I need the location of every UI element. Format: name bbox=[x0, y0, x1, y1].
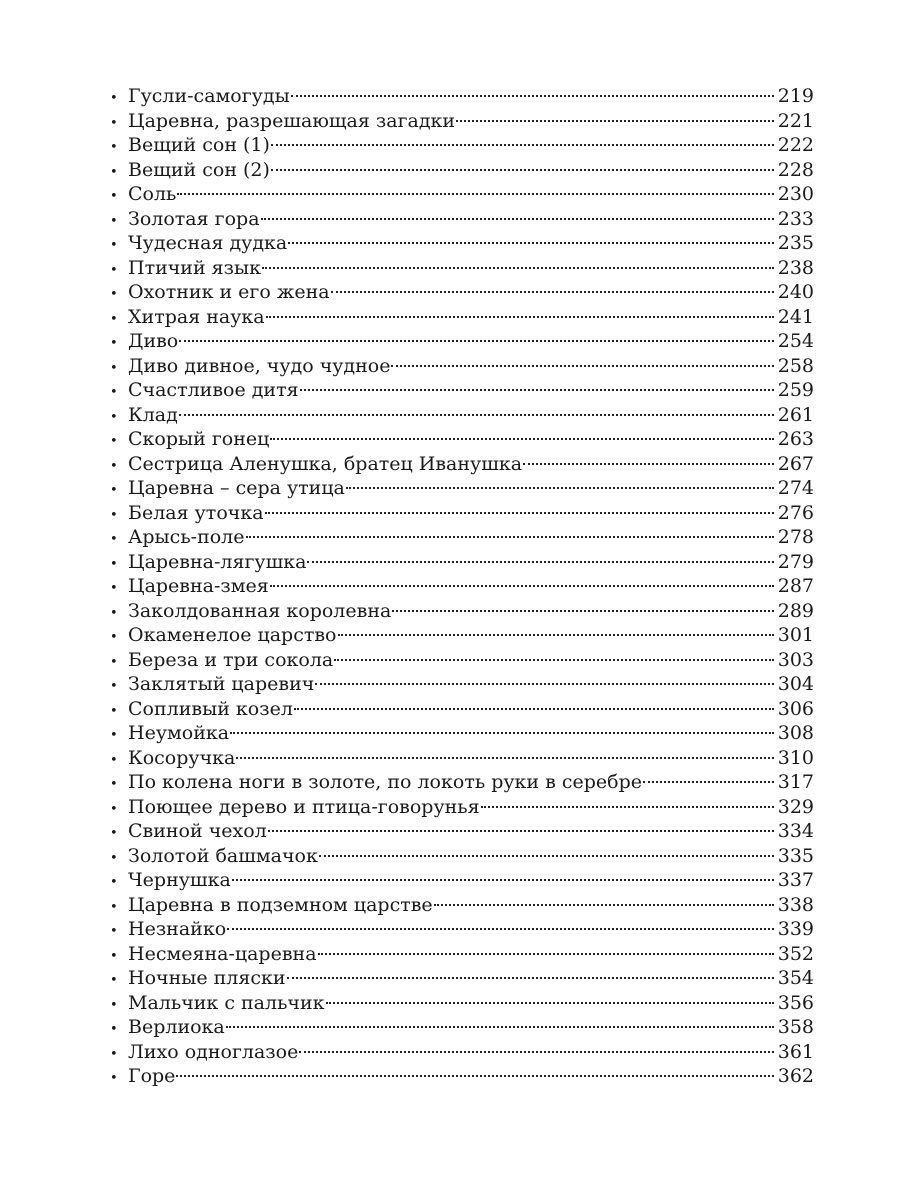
bullet-icon: • bbox=[110, 336, 118, 351]
toc-entry-title: Поющее дерево и птица-говорунья bbox=[128, 795, 480, 818]
toc-entry-title: Мальчик с пальчик bbox=[128, 991, 325, 1014]
bullet-icon: • bbox=[110, 654, 118, 670]
toc-entry-page-number: 301 bbox=[777, 624, 814, 646]
dot-leader bbox=[300, 389, 774, 391]
toc-entry-page-number: 235 bbox=[777, 232, 814, 254]
toc-entry bbox=[110, 329, 814, 354]
dot-leader bbox=[177, 193, 773, 195]
toc-entry bbox=[110, 844, 814, 869]
bullet-icon: • bbox=[110, 483, 118, 498]
bullet-icon: • bbox=[110, 924, 118, 939]
toc-entry-page-number: 317 bbox=[777, 771, 814, 793]
dot-leader bbox=[271, 144, 774, 146]
bullet-icon: • bbox=[110, 385, 118, 400]
dot-leader bbox=[262, 267, 774, 269]
toc-entry-page-number: 354 bbox=[777, 967, 814, 989]
dot-leader bbox=[299, 1051, 773, 1053]
toc-entry bbox=[110, 501, 814, 526]
bullet-icon: • bbox=[110, 875, 118, 890]
toc-entry-title: Белая уточка bbox=[128, 501, 264, 524]
toc-entry bbox=[110, 746, 814, 771]
dot-leader bbox=[318, 953, 774, 955]
toc-entry-page-number: 219 bbox=[777, 85, 814, 107]
bullet-icon: • bbox=[110, 164, 118, 180]
toc-entry bbox=[110, 893, 814, 918]
toc-entry bbox=[110, 795, 814, 820]
toc-entry-page-number: 261 bbox=[777, 403, 814, 426]
dot-leader bbox=[294, 708, 774, 710]
toc-entry-title: Верлиока bbox=[128, 1016, 225, 1038]
toc-entry-page-number: 241 bbox=[777, 305, 814, 328]
toc-entry bbox=[110, 1064, 814, 1089]
toc-entry-title: Чернушка bbox=[128, 869, 231, 891]
table-of-contents bbox=[110, 84, 814, 1089]
bullet-icon: • bbox=[110, 605, 118, 621]
bullet-icon: • bbox=[110, 1022, 118, 1037]
toc-entry bbox=[110, 427, 814, 452]
dot-leader bbox=[392, 610, 773, 612]
toc-entry bbox=[110, 672, 814, 697]
dot-leader bbox=[331, 291, 774, 293]
dot-leader bbox=[434, 904, 774, 906]
dot-leader bbox=[268, 830, 774, 832]
toc-entry-title: Скорый гонец bbox=[128, 428, 270, 450]
bullet-icon: • bbox=[110, 287, 118, 302]
toc-entry-page-number: 308 bbox=[777, 722, 814, 744]
toc-entry-title: Золотая гора bbox=[128, 207, 260, 230]
toc-entry-page-number: 310 bbox=[777, 746, 814, 769]
bullet-icon: • bbox=[110, 777, 118, 792]
toc-entry-page-number: 358 bbox=[777, 1016, 814, 1038]
toc-entry bbox=[110, 133, 814, 158]
dot-leader bbox=[236, 757, 773, 759]
toc-entry-page-number: 356 bbox=[777, 991, 814, 1014]
bullet-icon: • bbox=[110, 948, 118, 964]
toc-entry-page-number: 361 bbox=[777, 1040, 814, 1063]
toc-entry-page-number: 362 bbox=[777, 1065, 814, 1087]
bullet-icon: • bbox=[110, 679, 118, 694]
dot-leader bbox=[246, 536, 774, 538]
bullet-icon: • bbox=[110, 409, 118, 425]
toc-entry-title: Царевна – сера утица bbox=[128, 477, 345, 499]
toc-entry bbox=[110, 599, 814, 624]
dot-leader bbox=[230, 732, 774, 734]
dot-leader bbox=[266, 316, 774, 318]
bullet-icon: • bbox=[110, 581, 118, 596]
toc-entry bbox=[110, 721, 814, 746]
toc-entry-page-number: 334 bbox=[777, 820, 814, 842]
bullet-icon: • bbox=[110, 140, 118, 155]
toc-entry-page-number: 338 bbox=[777, 893, 814, 916]
toc-entry bbox=[110, 819, 814, 844]
dot-leader bbox=[179, 340, 773, 342]
toc-entry bbox=[110, 403, 814, 428]
toc-entry-page-number: 233 bbox=[777, 207, 814, 230]
dot-leader bbox=[338, 634, 774, 636]
toc-entry-page-number: 339 bbox=[777, 918, 814, 940]
toc-entry-page-number: 329 bbox=[777, 795, 814, 818]
toc-entry bbox=[110, 574, 814, 599]
toc-entry bbox=[110, 305, 814, 330]
toc-entry-title: Гусли-самогуды bbox=[128, 85, 290, 107]
toc-entry-title: Счастливое дитя bbox=[128, 379, 299, 401]
toc-entry bbox=[110, 942, 814, 967]
toc-entry-page-number: 238 bbox=[777, 256, 814, 279]
toc-entry-title: Чудесная дудка bbox=[128, 232, 288, 254]
toc-entry bbox=[110, 378, 814, 403]
toc-entry-title: Золотой башмачок bbox=[128, 844, 318, 867]
toc-entry-page-number: 221 bbox=[777, 109, 814, 132]
toc-entry bbox=[110, 354, 814, 379]
toc-entry bbox=[110, 868, 814, 893]
toc-entry-title: Царевна, разрешающая загадки bbox=[128, 109, 456, 132]
dot-leader bbox=[523, 463, 774, 465]
toc-entry bbox=[110, 256, 814, 281]
toc-entry-title: Свиной чехол bbox=[128, 820, 267, 842]
bullet-icon: • bbox=[110, 1071, 118, 1086]
bullet-icon: • bbox=[110, 630, 118, 645]
bullet-icon: • bbox=[110, 1046, 118, 1062]
toc-entry bbox=[110, 182, 814, 207]
toc-entry-title: Ночные пляски bbox=[128, 967, 286, 989]
dot-leader bbox=[643, 781, 774, 783]
toc-entry-title: Вещий сон (2) bbox=[128, 158, 270, 181]
dot-leader bbox=[179, 414, 774, 416]
toc-entry bbox=[110, 991, 814, 1016]
toc-entry-title: Арысь-поле bbox=[128, 526, 245, 548]
toc-entry bbox=[110, 231, 814, 256]
toc-entry-page-number: 337 bbox=[777, 869, 814, 891]
toc-entry bbox=[110, 770, 814, 795]
bullet-icon: • bbox=[110, 899, 118, 915]
toc-entry bbox=[110, 550, 814, 575]
toc-entry bbox=[110, 697, 814, 722]
bullet-icon: • bbox=[110, 997, 118, 1013]
bullet-icon: • bbox=[110, 728, 118, 743]
toc-entry-title: Неумойка bbox=[128, 722, 230, 744]
bullet-icon: • bbox=[110, 850, 118, 866]
bullet-icon: • bbox=[110, 262, 118, 278]
toc-entry-title: Царевна-змея bbox=[128, 575, 269, 597]
dot-leader bbox=[481, 806, 774, 808]
toc-entry-page-number: 222 bbox=[777, 134, 814, 156]
dot-leader bbox=[287, 977, 774, 979]
dot-leader bbox=[288, 242, 773, 244]
toc-entry-title: Заколдованная королевна bbox=[128, 599, 392, 622]
toc-entry-page-number: 230 bbox=[777, 183, 814, 205]
toc-entry bbox=[110, 158, 814, 183]
dot-leader bbox=[326, 1002, 774, 1004]
toc-entry-title: Окаменелое царство bbox=[128, 624, 337, 646]
bullet-icon: • bbox=[110, 238, 118, 253]
toc-entry bbox=[110, 84, 814, 109]
toc-entry bbox=[110, 648, 814, 673]
toc-entry-title: Диво bbox=[128, 330, 179, 352]
toc-entry-title: Хитрая наука bbox=[128, 305, 265, 328]
toc-entry-page-number: 263 bbox=[777, 428, 814, 450]
dot-leader bbox=[270, 585, 774, 587]
dot-leader bbox=[271, 169, 774, 171]
toc-entry-page-number: 278 bbox=[777, 526, 814, 548]
bullet-icon: • bbox=[110, 311, 118, 327]
toc-entry bbox=[110, 1015, 814, 1040]
toc-entry-page-number: 259 bbox=[777, 379, 814, 401]
dot-leader bbox=[227, 928, 774, 930]
dot-leader bbox=[334, 659, 774, 661]
dot-leader bbox=[307, 561, 773, 563]
dot-leader bbox=[456, 120, 774, 122]
toc-entry-title: Царевна-лягушка bbox=[128, 550, 307, 573]
toc-entry-title: Лихо одноглазое bbox=[128, 1040, 299, 1063]
toc-entry-title: Птичий язык bbox=[128, 256, 262, 279]
toc-entry bbox=[110, 109, 814, 134]
bullet-icon: • bbox=[110, 115, 118, 131]
toc-entry-page-number: 228 bbox=[777, 158, 814, 181]
toc-entry bbox=[110, 623, 814, 648]
toc-entry-title: Охотник и его жена bbox=[128, 281, 330, 303]
dot-leader bbox=[261, 218, 774, 220]
bullet-icon: • bbox=[110, 189, 118, 204]
toc-entry-title: Сопливый козел bbox=[128, 697, 293, 720]
toc-entry-page-number: 274 bbox=[777, 477, 814, 499]
dot-leader bbox=[265, 512, 774, 514]
bullet-icon: • bbox=[110, 826, 118, 841]
bullet-icon: • bbox=[110, 556, 118, 572]
toc-entry bbox=[110, 1040, 814, 1065]
dot-leader bbox=[319, 855, 774, 857]
toc-entry-page-number: 240 bbox=[777, 281, 814, 303]
bullet-icon: • bbox=[110, 703, 118, 719]
toc-entry-title: Соль bbox=[128, 183, 177, 205]
bullet-icon: • bbox=[110, 213, 118, 229]
toc-entry-title: Горе bbox=[128, 1065, 176, 1087]
toc-entry-title: Клад bbox=[128, 403, 178, 426]
toc-entry-title: По колена ноги в золоте, по локоть руки в серебре bbox=[128, 771, 643, 793]
toc-entry-page-number: 289 bbox=[777, 599, 814, 622]
toc-entry-page-number: 306 bbox=[777, 697, 814, 720]
dot-leader bbox=[346, 487, 774, 489]
toc-entry-page-number: 267 bbox=[777, 452, 814, 475]
dot-leader bbox=[176, 1075, 773, 1077]
toc-entry-page-number: 304 bbox=[777, 673, 814, 695]
bullet-icon: • bbox=[110, 91, 118, 106]
dot-leader bbox=[391, 365, 773, 367]
toc-entry bbox=[110, 917, 814, 942]
dot-leader bbox=[226, 1026, 774, 1028]
dot-leader bbox=[232, 879, 774, 881]
bullet-icon: • bbox=[110, 507, 118, 523]
toc-entry bbox=[110, 525, 814, 550]
bullet-icon: • bbox=[110, 973, 118, 988]
dot-leader bbox=[315, 683, 773, 685]
toc-entry-title: Царевна в подземном царстве bbox=[128, 893, 433, 916]
bullet-icon: • bbox=[110, 752, 118, 768]
toc-entry bbox=[110, 452, 814, 477]
toc-entry-page-number: 279 bbox=[777, 550, 814, 573]
toc-entry-title: Косоручка bbox=[128, 746, 236, 769]
toc-entry-title: Диво дивное, чудо чудное bbox=[128, 354, 391, 377]
toc-entry-title: Незнайко bbox=[128, 918, 227, 940]
toc-entry-page-number: 352 bbox=[777, 942, 814, 965]
toc-entry bbox=[110, 966, 814, 991]
bullet-icon: • bbox=[110, 801, 118, 817]
toc-entry-title: Вещий сон (1) bbox=[128, 134, 270, 156]
toc-entry-page-number: 258 bbox=[777, 354, 814, 377]
toc-entry-page-number: 335 bbox=[777, 844, 814, 867]
toc-entry-title: Заклятый царевич bbox=[128, 673, 315, 695]
toc-entry-title: Сестрица Аленушка, братец Иванушка bbox=[128, 452, 523, 475]
toc-entry-page-number: 287 bbox=[777, 575, 814, 597]
toc-entry-page-number: 276 bbox=[777, 501, 814, 524]
bullet-icon: • bbox=[110, 532, 118, 547]
toc-entry-title: Береза и три сокола bbox=[128, 648, 334, 671]
toc-entry-page-number: 303 bbox=[777, 648, 814, 671]
toc-entry bbox=[110, 476, 814, 501]
toc-entry-page-number: 254 bbox=[777, 330, 814, 352]
bullet-icon: • bbox=[110, 458, 118, 474]
toc-entry bbox=[110, 280, 814, 305]
dot-leader bbox=[291, 95, 774, 97]
bullet-icon: • bbox=[110, 434, 118, 449]
bullet-icon: • bbox=[110, 360, 118, 376]
dot-leader bbox=[270, 438, 773, 440]
toc-entry-title: Несмеяна-царевна bbox=[128, 942, 317, 965]
toc-entry bbox=[110, 207, 814, 232]
